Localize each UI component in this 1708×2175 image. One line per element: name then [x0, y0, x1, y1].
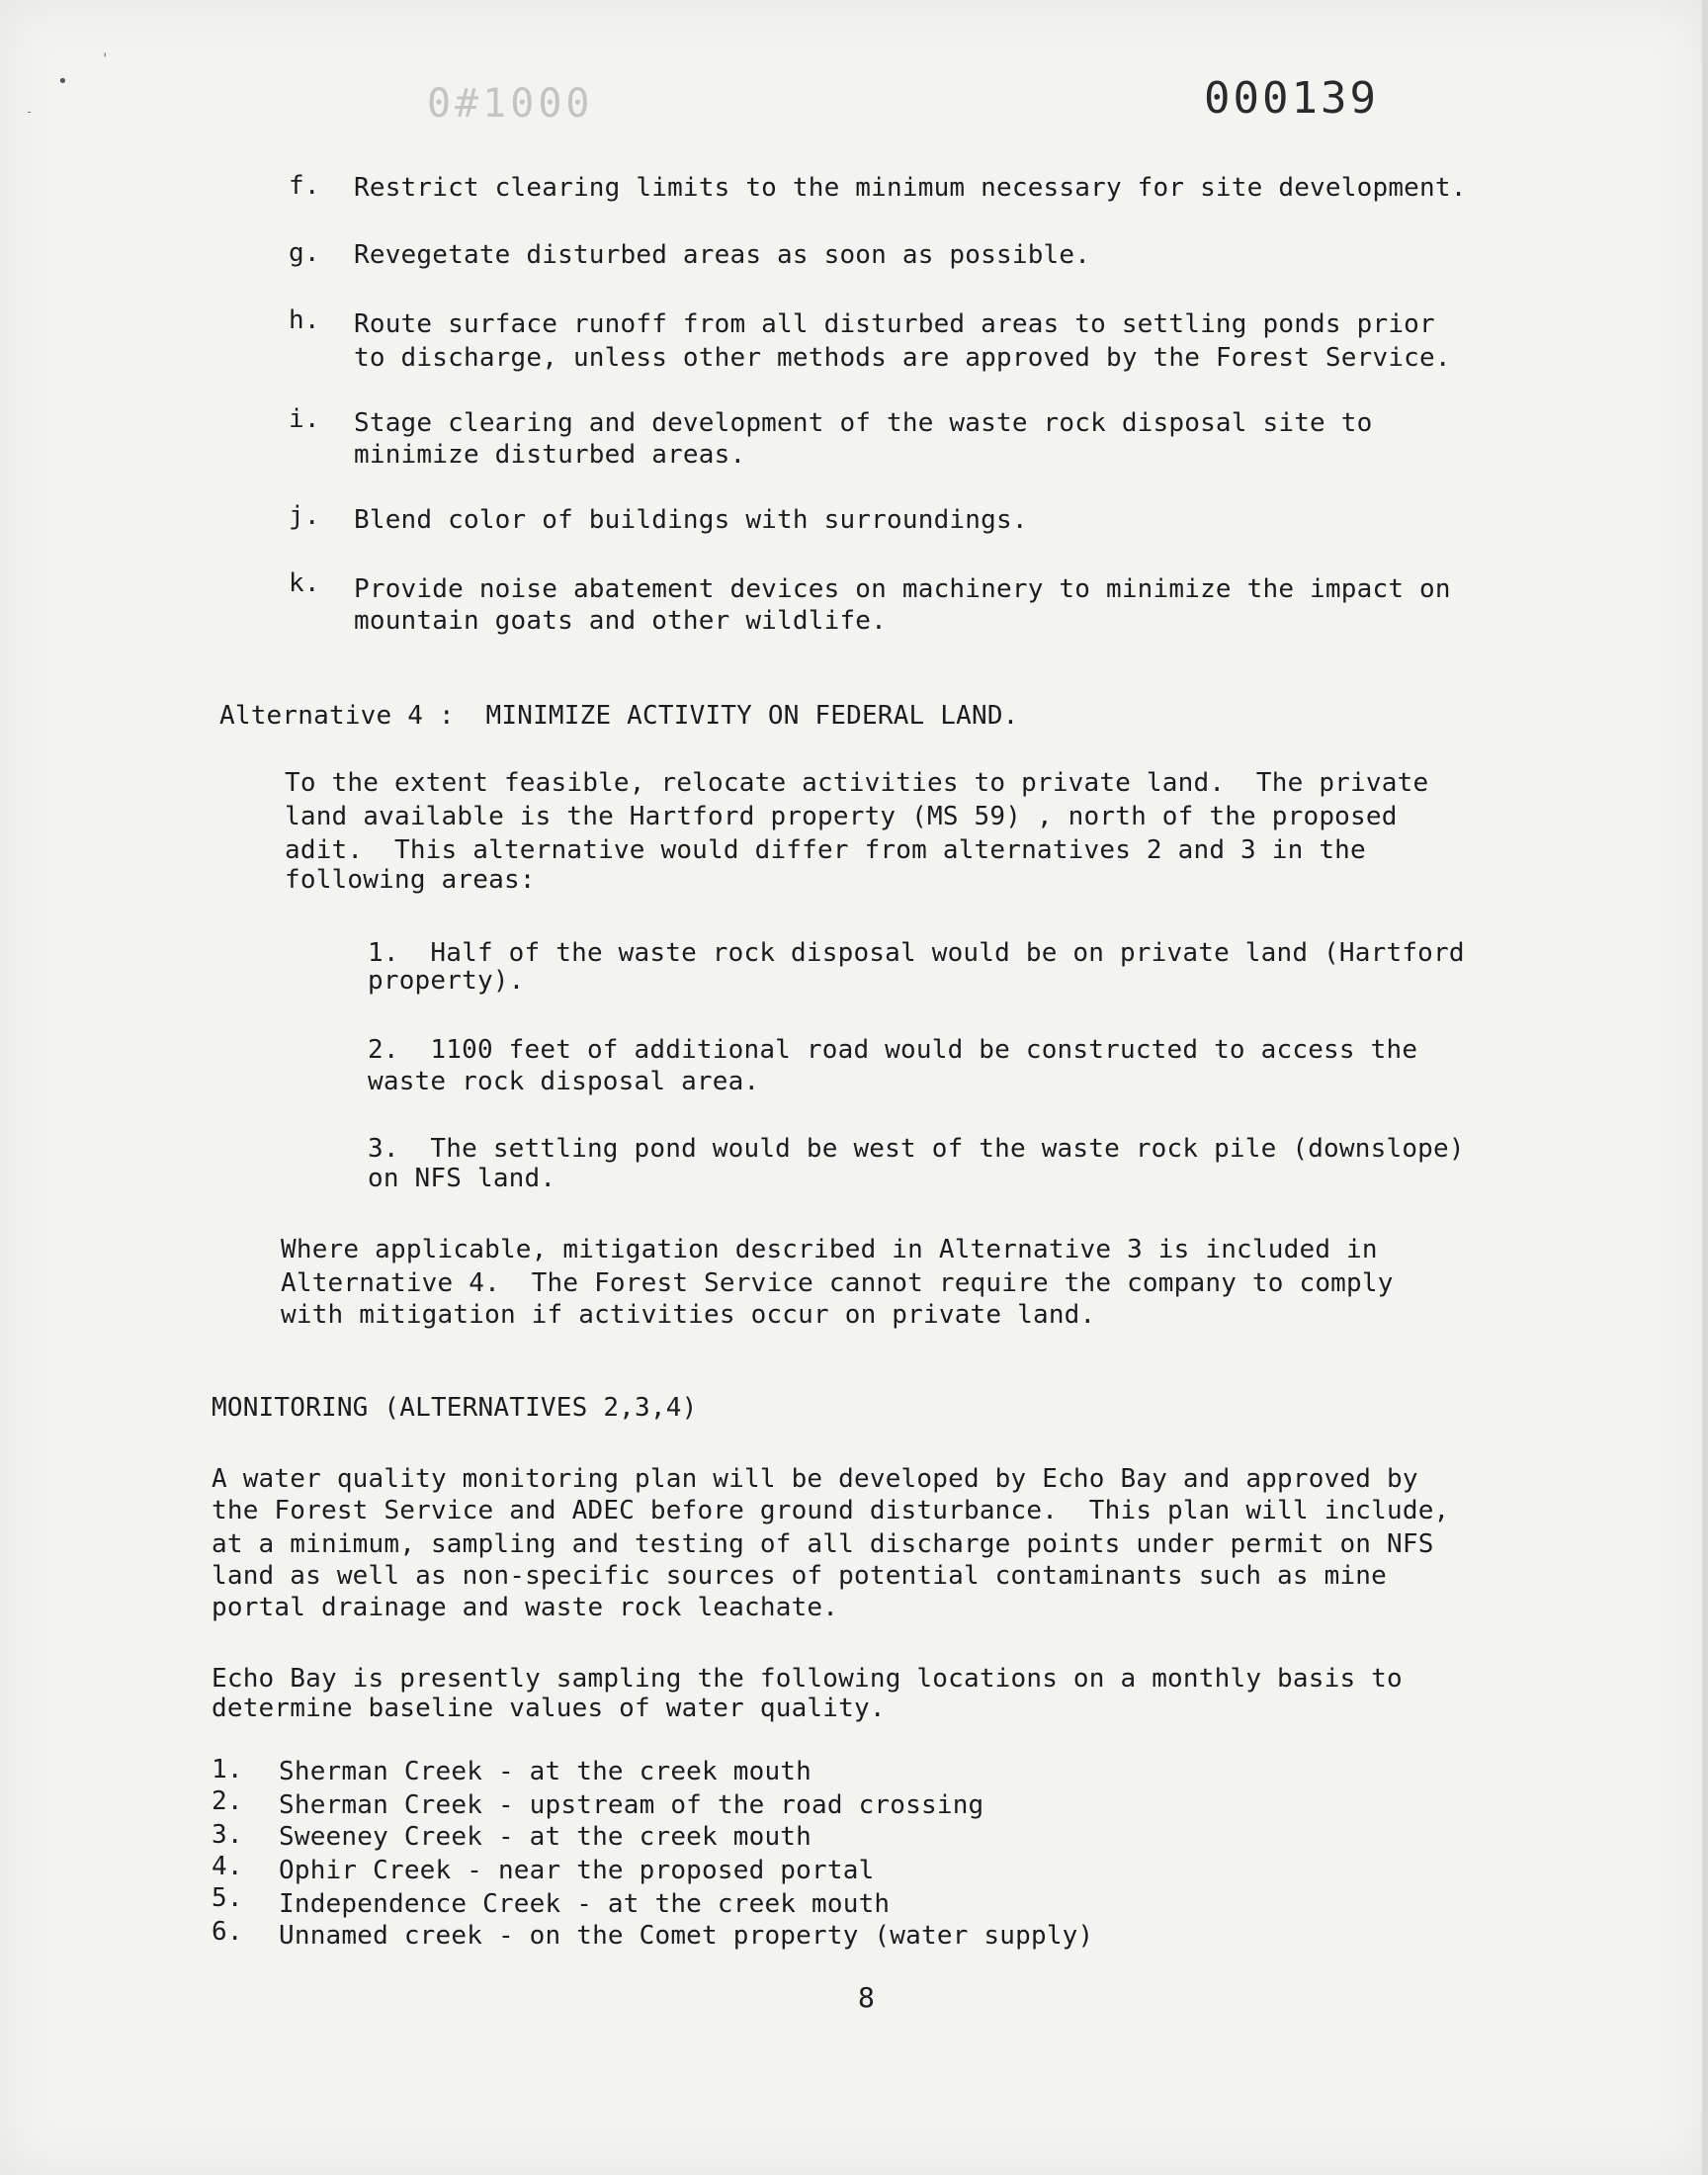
paragraph-line: following areas: — [285, 865, 536, 895]
location-number: 4. — [212, 1852, 243, 1881]
paragraph-line: the Forest Service and ADEC before ground disturbance. This plan will include, — [212, 1496, 1450, 1525]
location-text: Sweeney Creek - at the creek mouth — [279, 1822, 812, 1852]
paragraph-line: adit. This alternative would differ from alternatives 2 and 3 in the — [285, 835, 1366, 865]
numbered-item-line: property). — [368, 966, 525, 996]
paragraph-line: at a minimum, sampling and testing of all discharge points under permit on NFS — [212, 1529, 1434, 1559]
list-item-text: Blend color of buildings with surroundings. — [354, 505, 1028, 535]
paragraph-line: portal drainage and waste rock leachate. — [212, 1593, 839, 1622]
list-item-text: mountain goats and other wildlife. — [354, 606, 888, 636]
location-text: Sherman Creek - upstream of the road crossing — [279, 1790, 984, 1820]
list-marker: h. — [289, 305, 320, 335]
numbered-item-line: 2. 1100 feet of additional road would be constructed to access the — [368, 1035, 1418, 1065]
page-number: 8 — [858, 1981, 875, 2014]
numbered-item-line: waste rock disposal area. — [368, 1067, 760, 1096]
location-text: Independence Creek - at the creek mouth — [279, 1889, 891, 1919]
location-text: Ophir Creek - near the proposed portal — [279, 1856, 875, 1885]
paragraph-line: Alternative 4. The Forest Service cannot require the company to comply — [281, 1268, 1394, 1298]
location-text: Sherman Creek - at the creek mouth — [279, 1757, 812, 1786]
list-marker: i. — [289, 404, 320, 434]
paragraph-line: land available is the Hartford property (MS 59) , north of the proposed — [285, 802, 1398, 831]
location-number: 5. — [212, 1883, 243, 1913]
document-number-stamp: 000139 — [1204, 73, 1379, 124]
list-item-text: Stage clearing and development of the waste rock disposal site to — [354, 408, 1373, 438]
list-item-text: minimize disturbed areas. — [354, 440, 746, 470]
section-heading-monitoring: MONITORING (ALTERNATIVES 2,3,4) — [212, 1393, 698, 1423]
paragraph-line: with mitigation if activities occur on private land. — [281, 1300, 1096, 1330]
numbered-item-line: 1. Half of the waste rock disposal would be on private land (Hartford — [368, 938, 1465, 968]
numbered-item-line: on NFS land. — [368, 1164, 556, 1193]
paragraph-line: A water quality monitoring plan will be developed by Echo Bay and approved by — [212, 1464, 1418, 1494]
list-item-text: Route surface runoff from all disturbed areas to settling ponds prior — [354, 309, 1435, 339]
faint-document-number: 0#1000 — [427, 81, 594, 127]
list-marker: g. — [289, 238, 320, 268]
paragraph-line: Where applicable, mitigation described in Alternative 3 is included in — [281, 1235, 1378, 1264]
section-heading-alternative-4: Alternative 4 : MINIMIZE ACTIVITY ON FEDERAL LAND. — [219, 701, 1019, 731]
paragraph-line: determine baseline values of water quality. — [212, 1694, 886, 1723]
location-number: 3. — [212, 1820, 243, 1850]
location-number: 2. — [212, 1786, 243, 1816]
paragraph-line: To the extent feasible, relocate activities to private land. The private — [285, 768, 1429, 798]
paragraph-line: land as well as non-specific sources of potential contaminants such as mine — [212, 1561, 1387, 1591]
page-edge — [1702, 0, 1708, 2175]
list-marker: j. — [289, 501, 320, 531]
list-item-text: to discharge, unless other methods are approved by the Forest Service. — [354, 343, 1451, 373]
paragraph-line: Echo Bay is presently sampling the following locations on a monthly basis to — [212, 1664, 1403, 1694]
scan-mark: ' — [101, 51, 110, 67]
location-number: 6. — [212, 1917, 243, 1947]
list-marker: k. — [289, 568, 320, 598]
scan-mark: • — [57, 71, 68, 92]
list-marker: f. — [289, 171, 320, 201]
scan-mark: - — [26, 105, 34, 119]
list-item-text: Provide noise abatement devices on machinery to minimize the impact on — [354, 574, 1451, 604]
location-text: Unnamed creek - on the Comet property (water supply) — [279, 1921, 1094, 1951]
list-item-text: Revegetate disturbed areas as soon as possible. — [354, 240, 1091, 270]
numbered-item-line: 3. The settling pond would be west of the waste rock pile (downslope) — [368, 1134, 1465, 1164]
list-item-text: Restrict clearing limits to the minimum necessary for site development. — [354, 173, 1467, 203]
location-number: 1. — [212, 1755, 243, 1784]
